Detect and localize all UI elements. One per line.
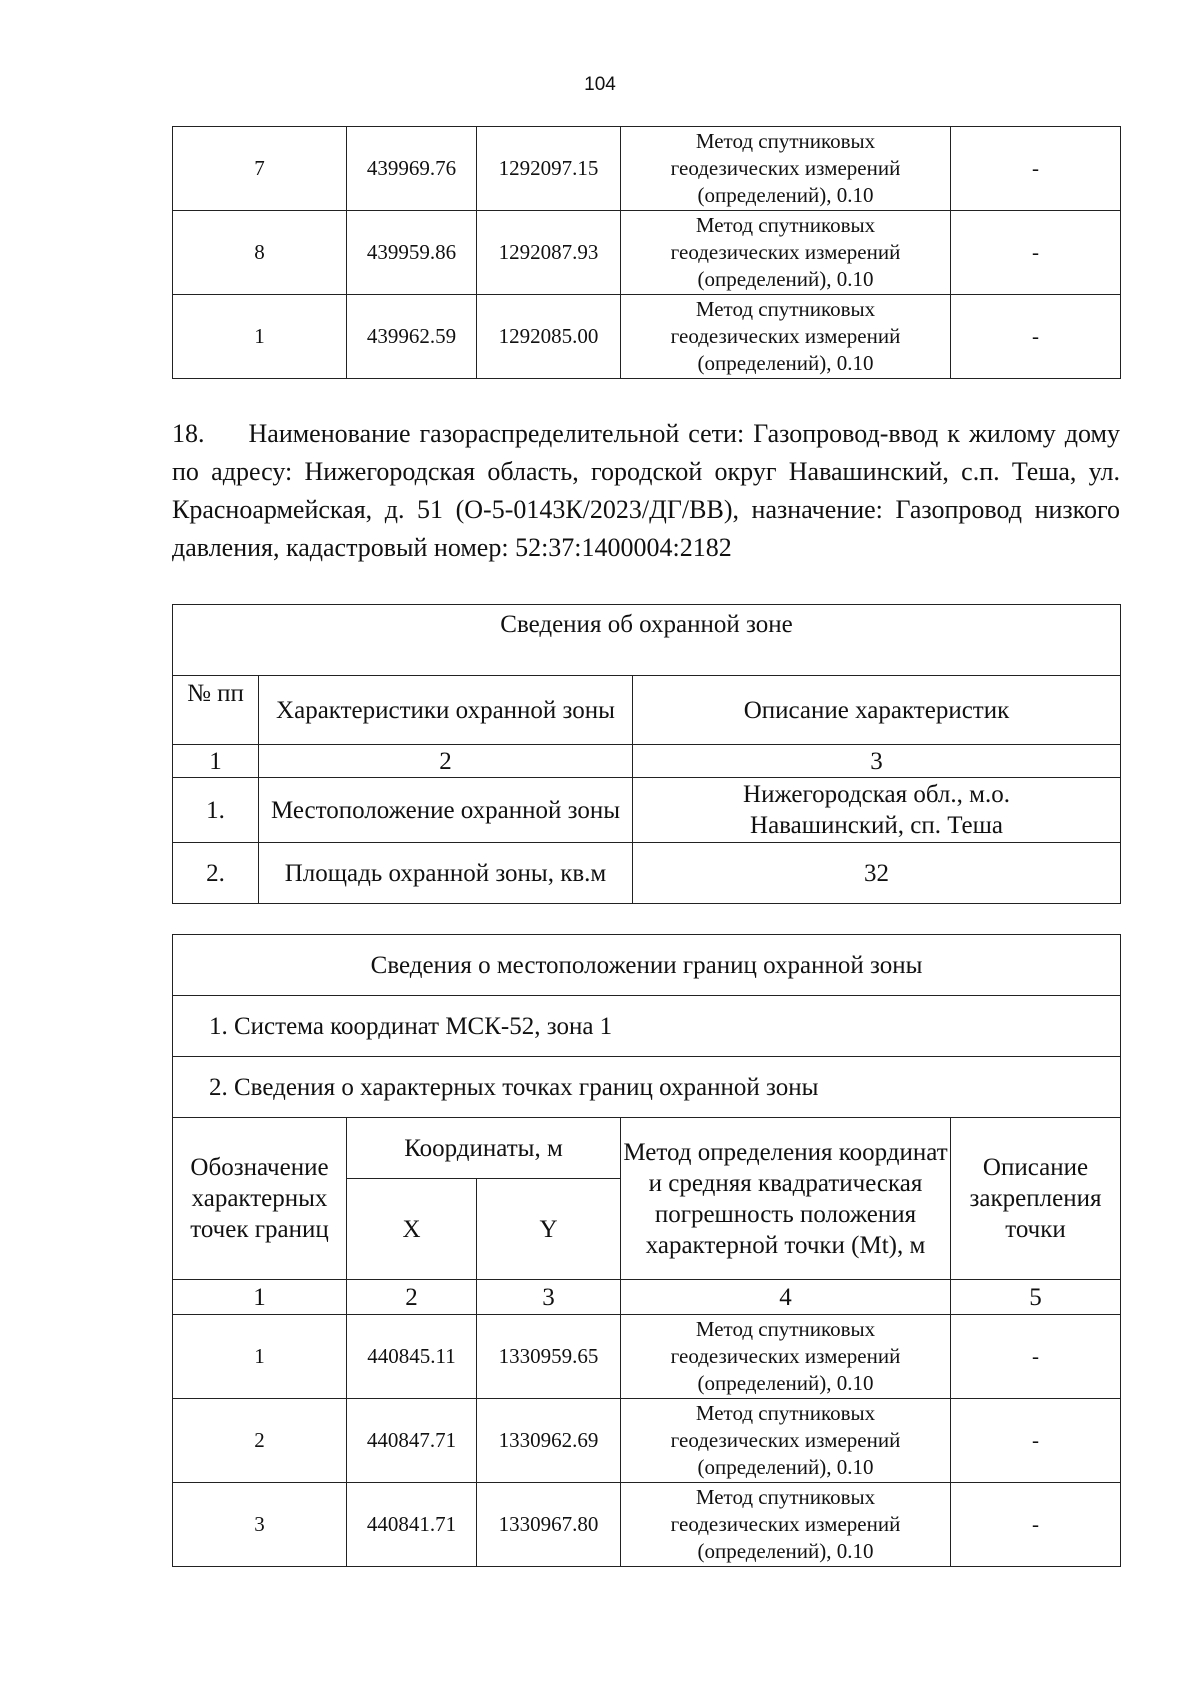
characteristic-description: 32 <box>633 843 1121 904</box>
characteristic: Местоположение охранной зоны <box>259 778 633 843</box>
table-row <box>173 1315 1121 1399</box>
points-title: 2. Сведения о характерных точках границ охранной зоны <box>173 1057 1121 1118</box>
column-number: 2 <box>347 1280 477 1315</box>
section-text: Наименование газораспределительной сети: Газопровод-ввод к жилому дому по адресу: Нижегородская область, городской округ Навашинский, с.п. Теша, ул. Красноармейская, д. 51 (О-5-0143К/2023/ДГ/ВВ), назначение: Газопровод низкого давления, кадастровый номер: 52:37:1400004:2182 <box>172 419 1120 562</box>
column-number: 1 <box>173 1280 347 1315</box>
table-row <box>173 295 1121 379</box>
fixing-description: - <box>951 1483 1121 1567</box>
coord-y: 1292085.00 <box>477 295 621 379</box>
section-paragraph <box>172 415 1120 567</box>
point-number: 2 <box>173 1399 347 1483</box>
header-method: Метод определения координат и средняя квадратическая погрешность положения характерной точки (Mt), м <box>621 1118 951 1280</box>
characteristic-description: Нижегородская обл., м.о. Навашинский, сп. Теша <box>633 778 1121 843</box>
column-number: 3 <box>633 745 1121 778</box>
header-description: Описание характеристик <box>633 676 1121 745</box>
header-fixing: Описание закрепления точки <box>951 1118 1121 1280</box>
coord-y: 1292097.15 <box>477 127 621 211</box>
method-cell: Метод спутниковых геодезических измерений (определений), 0.10 <box>621 211 951 295</box>
column-number: 1 <box>173 745 259 778</box>
table-row <box>173 211 1121 295</box>
method-cell: Метод спутниковых геодезических измерений (определений), 0.10 <box>621 1483 951 1567</box>
boundary-points-table <box>172 934 1121 1567</box>
point-number: 8 <box>173 211 347 295</box>
row-number: 2. <box>173 843 259 904</box>
table-row <box>173 127 1121 211</box>
column-number: 5 <box>951 1280 1121 1315</box>
method-cell: Метод спутниковых геодезических измерений (определений), 0.10 <box>621 295 951 379</box>
header-x: X <box>347 1179 477 1280</box>
fixing-description: - <box>951 127 1121 211</box>
coord-y: 1330967.80 <box>477 1483 621 1567</box>
point-number: 7 <box>173 127 347 211</box>
point-number: 1 <box>173 1315 347 1399</box>
table-row <box>173 1483 1121 1567</box>
header-y: Y <box>477 1179 621 1280</box>
fixing-description: - <box>951 1315 1121 1399</box>
coord-x: 440847.71 <box>347 1399 477 1483</box>
header-characteristics: Характеристики охранной зоны <box>259 676 633 745</box>
coord-x: 440845.11 <box>347 1315 477 1399</box>
point-number: 1 <box>173 295 347 379</box>
zone-info-title: Сведения об охранной зоне <box>173 605 1121 676</box>
section-number: 18. <box>172 419 205 448</box>
coord-y: 1292087.93 <box>477 211 621 295</box>
coord-x: 439959.86 <box>347 211 477 295</box>
table-row <box>173 843 1121 904</box>
header-coordinates: Координаты, м <box>347 1118 621 1179</box>
header-num: № пп <box>173 676 259 745</box>
coord-x: 440841.71 <box>347 1483 477 1567</box>
fixing-description: - <box>951 1399 1121 1483</box>
page-number: 104 <box>584 74 616 95</box>
fixing-description: - <box>951 295 1121 379</box>
characteristic: Площадь охранной зоны, кв.м <box>259 843 633 904</box>
coord-x: 439962.59 <box>347 295 477 379</box>
coordinate-system: 1. Система координат МСК-52, зона 1 <box>173 996 1121 1057</box>
method-cell: Метод спутниковых геодезических измерений (определений), 0.10 <box>621 1399 951 1483</box>
coord-x: 439969.76 <box>347 127 477 211</box>
row-number: 1. <box>173 778 259 843</box>
column-number: 2 <box>259 745 633 778</box>
table-row <box>173 778 1121 843</box>
coord-y: 1330959.65 <box>477 1315 621 1399</box>
previous-points-table <box>172 126 1121 379</box>
boundaries-title: Сведения о местоположении границ охранной зоны <box>173 935 1121 996</box>
column-number: 3 <box>477 1280 621 1315</box>
zone-info-table <box>172 604 1121 904</box>
method-cell: Метод спутниковых геодезических измерений (определений), 0.10 <box>621 1315 951 1399</box>
column-number: 4 <box>621 1280 951 1315</box>
point-number: 3 <box>173 1483 347 1567</box>
header-designation: Обозначение характерных точек границ <box>173 1118 347 1280</box>
table-row <box>173 1399 1121 1483</box>
coord-y: 1330962.69 <box>477 1399 621 1483</box>
fixing-description: - <box>951 211 1121 295</box>
method-cell: Метод спутниковых геодезических измерений (определений), 0.10 <box>621 127 951 211</box>
